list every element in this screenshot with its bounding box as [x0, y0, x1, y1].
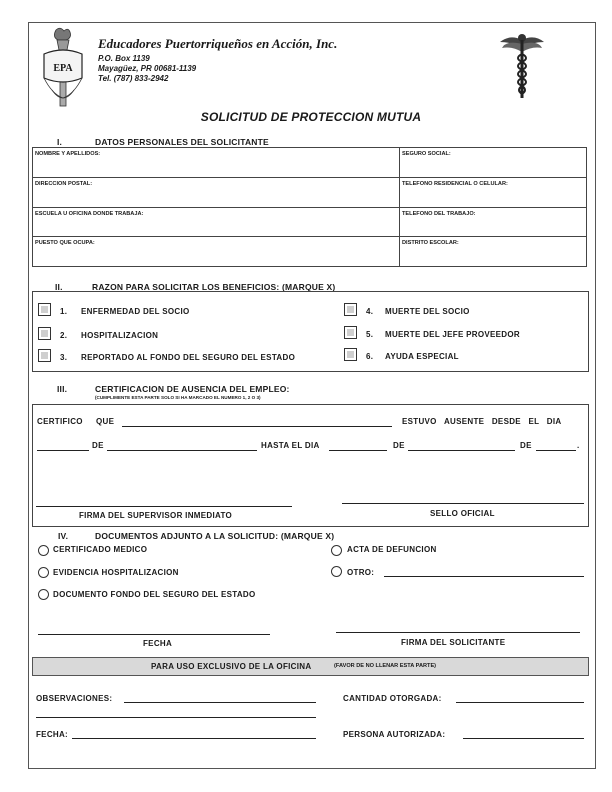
personal-data-table	[32, 147, 587, 267]
section2-title: RAZON PARA SOLICITAR LOS BENEFICIOS: (MARQUE X)	[92, 282, 336, 292]
doc-radio-3[interactable]	[38, 589, 49, 600]
doc-label-4: ACTA DE DEFUNCION	[347, 545, 437, 554]
reason-checkbox-6[interactable]	[344, 348, 357, 361]
fecha-label: FECHA	[143, 639, 173, 648]
doc-radio-1[interactable]	[38, 545, 49, 556]
observaciones-line-2[interactable]	[36, 717, 316, 718]
reason-checkbox-1[interactable]	[38, 303, 51, 316]
reason-checkbox-3[interactable]	[38, 349, 51, 362]
supervisor-signature-label: FIRMA DEL SUPERVISOR INMEDIATO	[79, 511, 233, 520]
form-title: SOLICITUD DE PROTECCION MUTUA	[200, 110, 422, 124]
reason-label-6: AYUDA ESPECIAL	[385, 352, 459, 361]
section1-title: DATOS PERSONALES DEL SOLICITANTE	[95, 137, 269, 147]
month-to-line[interactable]	[408, 450, 515, 451]
observaciones-label: OBSERVACIONES:	[36, 694, 113, 703]
doc-radio-5[interactable]	[331, 566, 342, 577]
office-fecha-line[interactable]	[72, 738, 316, 739]
reason-label-5: MUERTE DEL JEFE PROVEEDOR	[385, 330, 520, 339]
year-to-line[interactable]	[536, 450, 576, 451]
reason-label-4: MUERTE DEL SOCIO	[385, 307, 470, 316]
org-address-2: Mayagüez, PR 00681-1139	[98, 64, 197, 73]
section4-number: IV.	[58, 531, 69, 541]
escuela-label: ESCUELA U OFICINA DONDE TRABAJA:	[35, 211, 144, 217]
doc-radio-2[interactable]	[38, 567, 49, 578]
persona-line[interactable]	[463, 738, 584, 739]
reason-label-3: REPORTADO AL FONDO DEL SEGURO DEL ESTADO	[81, 353, 296, 362]
doc-label-2: EVIDENCIA HOSPITALIZACION	[53, 568, 179, 577]
telefono-trabajo-label: TELEFONO DEL TRABAJO:	[402, 211, 476, 217]
section1-number: I.	[57, 137, 63, 147]
reason-num-6: 6.	[366, 352, 374, 361]
reason-num-5: 5.	[366, 330, 374, 339]
office-title: PARA USO EXCLUSIVO DE LA OFICINA	[151, 662, 312, 671]
direccion-field[interactable]	[33, 178, 400, 208]
office-fecha-label: FECHA:	[36, 730, 69, 739]
applicant-signature-label: FIRMA DEL SOLICITANTE	[401, 638, 506, 647]
de-label-2: DE	[393, 441, 405, 450]
section3-number: III.	[57, 384, 68, 394]
cantidad-label: CANTIDAD OTORGADA:	[343, 694, 442, 703]
doc-label-3: DOCUMENTO FONDO DEL SEGURO DEL ESTADO	[53, 590, 256, 599]
doc-label-5: OTRO:	[347, 568, 375, 577]
reason-label-2: HOSPITALIZACION	[81, 331, 159, 340]
reason-checkbox-5[interactable]	[344, 326, 357, 339]
reason-label-1: ENFERMEDAD DEL SOCIO	[81, 307, 190, 316]
section3-title: CERTIFICACION DE AUSENCIA DEL EMPLEO:	[95, 384, 290, 394]
reason-num-2: 2.	[60, 331, 68, 340]
org-phone: Tel. (787) 833-2942	[98, 74, 169, 83]
epa-logo	[40, 26, 86, 108]
reason-num-4: 4.	[366, 307, 374, 316]
de-label-3: DE	[520, 441, 532, 450]
day-from-line[interactable]	[37, 450, 89, 451]
direccion-label: DIRECCION POSTAL:	[35, 181, 93, 187]
cantidad-line[interactable]	[456, 702, 584, 703]
telefono-res-field[interactable]	[400, 178, 587, 208]
reason-num-3: 3.	[60, 353, 68, 362]
puesto-label: PUESTO QUE OCUPA:	[35, 240, 95, 246]
org-name: Educadores Puertorriqueños en Acción, Inc.	[98, 36, 338, 51]
reason-num-1: 1.	[60, 307, 68, 316]
official-seal-label: SELLO OFICIAL	[430, 509, 495, 518]
telefono-res-label: TELEFONO RESIDENCIAL O CELULAR:	[402, 181, 508, 187]
estuvo-label: ESTUVO AUSENTE DESDE EL DIA	[402, 417, 562, 426]
hasta-label: HASTA EL DIA	[261, 441, 320, 450]
nombre-label: NOMBRE Y APELLIDOS:	[35, 151, 101, 157]
employee-name-line[interactable]	[122, 426, 392, 427]
doc-radio-4[interactable]	[331, 545, 342, 556]
official-seal-line[interactable]	[342, 503, 584, 504]
section4-title: DOCUMENTOS ADJUNTO A LA SOLICITUD: (MARQUE X)	[95, 531, 335, 541]
fecha-line[interactable]	[38, 634, 270, 635]
reason-checkbox-4[interactable]	[344, 303, 357, 316]
escuela-field[interactable]	[33, 208, 400, 237]
distrito-field[interactable]	[400, 237, 587, 267]
office-note: (FAVOR DE NO LLENAR ESTA PARTE)	[334, 663, 437, 669]
que-label: QUE	[96, 417, 115, 426]
nombre-field[interactable]	[33, 148, 400, 178]
doc-label-1: CERTIFICADO MEDICO	[53, 545, 148, 554]
seguro-field[interactable]	[400, 148, 587, 178]
office-use-header	[32, 657, 589, 676]
certifico-label: CERTIFICO	[37, 417, 83, 426]
section2-number: II.	[55, 282, 63, 292]
de-label-1: DE	[92, 441, 104, 450]
applicant-signature-line[interactable]	[336, 632, 580, 633]
telefono-trabajo-field[interactable]	[400, 208, 587, 237]
period-mark: .	[577, 441, 580, 450]
day-to-line[interactable]	[329, 450, 387, 451]
otro-line[interactable]	[384, 576, 584, 577]
seguro-label: SEGURO SOCIAL:	[402, 151, 451, 157]
org-address-1: P.O. Box 1139	[98, 54, 150, 63]
month-from-line[interactable]	[107, 450, 257, 451]
reason-checkbox-2[interactable]	[38, 327, 51, 340]
section3-note: (CUMPLIMENTE ESTA PARTE SOLO SI HA MARCADO EL NUMERO 1, 2 O 3)	[95, 395, 261, 400]
observaciones-line[interactable]	[124, 702, 316, 703]
persona-label: PERSONA AUTORIZADA:	[343, 730, 446, 739]
supervisor-signature-line[interactable]	[36, 506, 292, 507]
puesto-field[interactable]	[33, 237, 400, 267]
distrito-label: DISTRITO ESCOLAR:	[402, 240, 459, 246]
caduceus-icon	[498, 30, 546, 100]
logo-text: EPA	[45, 63, 81, 74]
